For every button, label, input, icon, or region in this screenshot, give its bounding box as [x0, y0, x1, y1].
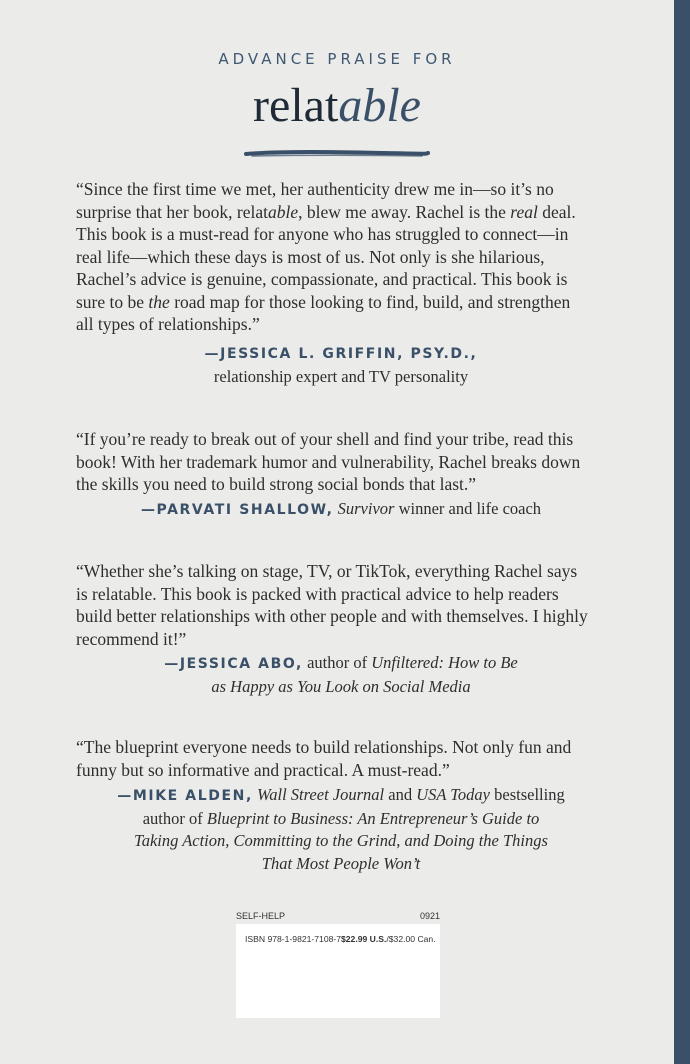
quote-line: build better relationships with other people and with themselves. I highly [76, 606, 588, 626]
quote-shallow [76, 428, 606, 496]
quote-line: This book is a must-read for anyone who has struggled to connect—in [76, 224, 569, 244]
barcode-box [236, 924, 440, 1018]
quote-line: is relatable. This book is packed with practical advice to help readers [76, 583, 559, 604]
attribution-abo: —JESSICA ABO, author of Unfiltered: How to Be as Happy as You Look on Social Media [164, 653, 518, 696]
quote-line: recommend it!” [76, 628, 187, 649]
quote-line: all types of relationships.” [76, 314, 260, 334]
quote-line: “If you’re ready to break out of your shell and find your tribe, read this [76, 429, 574, 449]
quote-line: funny but so informative and practical. A must-read.” [76, 759, 450, 780]
title-italic: able [338, 79, 421, 132]
attribution-name: —JESSICA ABO, [164, 656, 303, 672]
quote-line: the skills you need to build strong social bonds that last.” [76, 474, 477, 494]
attribution-name: —MIKE ALDEN, [117, 788, 253, 804]
book-spine-edge [674, 0, 690, 1064]
quote-alden [76, 736, 606, 781]
category-label: SELF-HELP [236, 911, 286, 921]
price-text [341, 934, 436, 944]
quote-line: surprise that her book, relatable, blew me away. Rachel is the real deal. [76, 201, 576, 222]
praise-heading: ADVANCE PRAISE FOR [218, 50, 456, 68]
quote-abo [76, 560, 606, 650]
price-can: /$32.00 Can. [386, 934, 436, 944]
brush-underline [244, 148, 430, 160]
attribution-line: relationship expert and TV personality [213, 366, 469, 386]
attribution-name: —JESSICA L. GRIFFIN, PSY.D., [204, 346, 478, 362]
quote-line: “Whether she’s talking on stage, TV, or TikTok, everything Rachel says [76, 561, 578, 581]
book-title [0, 78, 674, 133]
category-code: 0921 [419, 911, 440, 921]
quote-line: Rachel’s advice is genuine, compassionate, and practical. This book is [76, 269, 568, 289]
quote-griffin [76, 178, 606, 336]
isbn-text: ISBN 978-1-9821-7108-7 [245, 934, 342, 944]
quote-line: real life—which these days is most of us. Not only is she hilarious, [76, 246, 545, 267]
price-us: $22.99 U.S. [341, 934, 387, 944]
quote-line: “Since the first time we met, her authenticity drew me in—so it’s no [76, 179, 554, 199]
barcode-header [236, 911, 440, 921]
quote-line: “The blueprint everyone needs to build relationships. Not only fun and [76, 737, 572, 757]
attribution-name: —PARVATI SHALLOW, [140, 502, 334, 518]
attribution-alden: —MIKE ALDEN, Wall Street Journal and USA Today bestselling author of Blueprint to Business: An Entrepreneur’s Guide to Taking Action, Committing to the Grind, and Doing the Things That Most People Won’t [117, 785, 565, 873]
attribution-griffin [76, 342, 606, 388]
attribution-shallow: —PARVATI SHALLOW, Survivor winner and life coach [140, 499, 542, 518]
quote-line: book! With her trademark humor and vulnerability, Rachel breaks down [76, 451, 581, 472]
title-plain: relat [253, 79, 339, 132]
quote-line: sure to be the road map for those looking to find, build, and strengthen [76, 291, 571, 312]
